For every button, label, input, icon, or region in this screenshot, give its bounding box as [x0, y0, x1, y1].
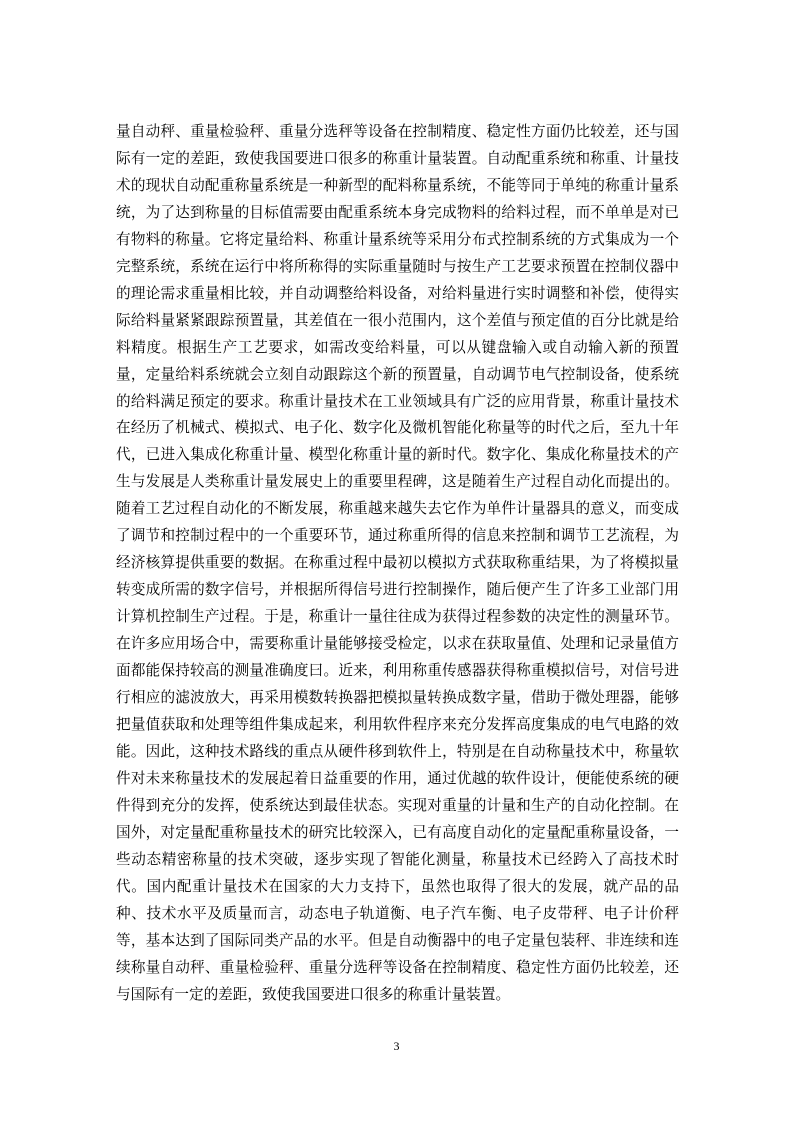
- body-paragraph: 量自动秤、重量检验秤、重量分选秤等设备在控制精度、稳定性方面仍比较差，还与国际有一定的差距，致使我国要进口很多的称重计量装置。自动配重系统和称重、计量技术的现状自动配重称量系统是一种新型的配料称量系统，不能等同于单纯的称重计量系统，为了达到称量的目标值需要由配重系统本身完成物料的给料过程，而不单单是对已有物料的称量。它将定量给料、称重计量系统等采用分布式控制系统的方式集成为一个完整系统，系统在运行中将所称得的实际重量随时与按生产工艺要求预置在控制仪器中的理论需求重量相比较，并自动调整给料设备，对给料量进行实时调整和补偿，使得实际给料量紧紧跟踪预置量，其差值在一很小范围内，这个差值与预定值的百分比就是给料精度。根据生产工艺要求，如需改变给料量，可以从键盘输入或自动输入新的预置量，定量给料系统就会立刻自动跟踪这个新的预置量，自动调节电气控制设备，使系统的给料满足预定的要求。称重计量技术在工业领域具有广泛的应用背景，称重计量技术在经历了机械式、模拟式、电子化、数字化及微机智能化称量等的时代之后，至九十年代，已进入集成化称重计量、模型化称重计量的新时代。数字化、集成化称量技术的产生与发展是人类称重计量发展史上的重要里程碑，这是随着生产过程自动化而提出的。随着工艺过程自动化的不断发展，称重越来越失去它作为单件计量器具的意义，而变成了调节和控制过程中的一个重要环节，通过称重所得的信息来控制和调节工艺流程，为经济核算提供重要的数据。在称重过程中最初以模拟方式获取称重结果，为了将模拟量转变成所需的数字信号，并根据所得信号进行控制操作，随后便产生了许多工业部门用计算机控制生产过程。于是，称重计一量往往成为获得过程参数的决定性的测量环节。在许多应用场合中，需要称重计量能够接受检定，以求在获取量值、处理和记录量值方面都能保持较高的测量准确度曰。近来，利用称重传感器获得称重模拟信号，对信号进行相应的滤波放大，再采用模数转换器把模拟量转换成数字量，借助于微处理器，能够把量值获取和处理等组件集成起来，利用软件程序来充分发挥高度集成的电气电路的效能。因此，这种技术路线的重点从硬件移到软件上，特别是在自动称量技术中，称量软件对未来称量技术的发展起着日益重要的作用，通过优越的软件设计，便能使系统的硬件得到充分的发挥，使系统达到最佳状态。实现对重量的计量和生产的自动化控制。在国外，对定量配重称量技术的研究比较深入，已有高度自动化的定量配重称量设备，一些动态精密称量的技术突破，逐步实现了智能化测量，称量技术已经跨入了高技术时代。国内配重计量技术在国家的大力支持下，虽然也取得了很大的发展，就产品的品种、技术水平及质量而言，动态电子轨道衡、电子汽车衡、电子皮带秤、电子计价秤等，基本达到了国际同类产品的水平。但是自动衡器中的电子定量包装秤、非连续和连续称量自动秤、重量检验秤、重量分选秤等设备在控制精度、稳定性方面仍比较差，还与国际有一定的差距，致使我国要进口很多的称重计量装置。: [116, 123, 679, 1003]
- page-number: 3: [393, 1039, 400, 1053]
